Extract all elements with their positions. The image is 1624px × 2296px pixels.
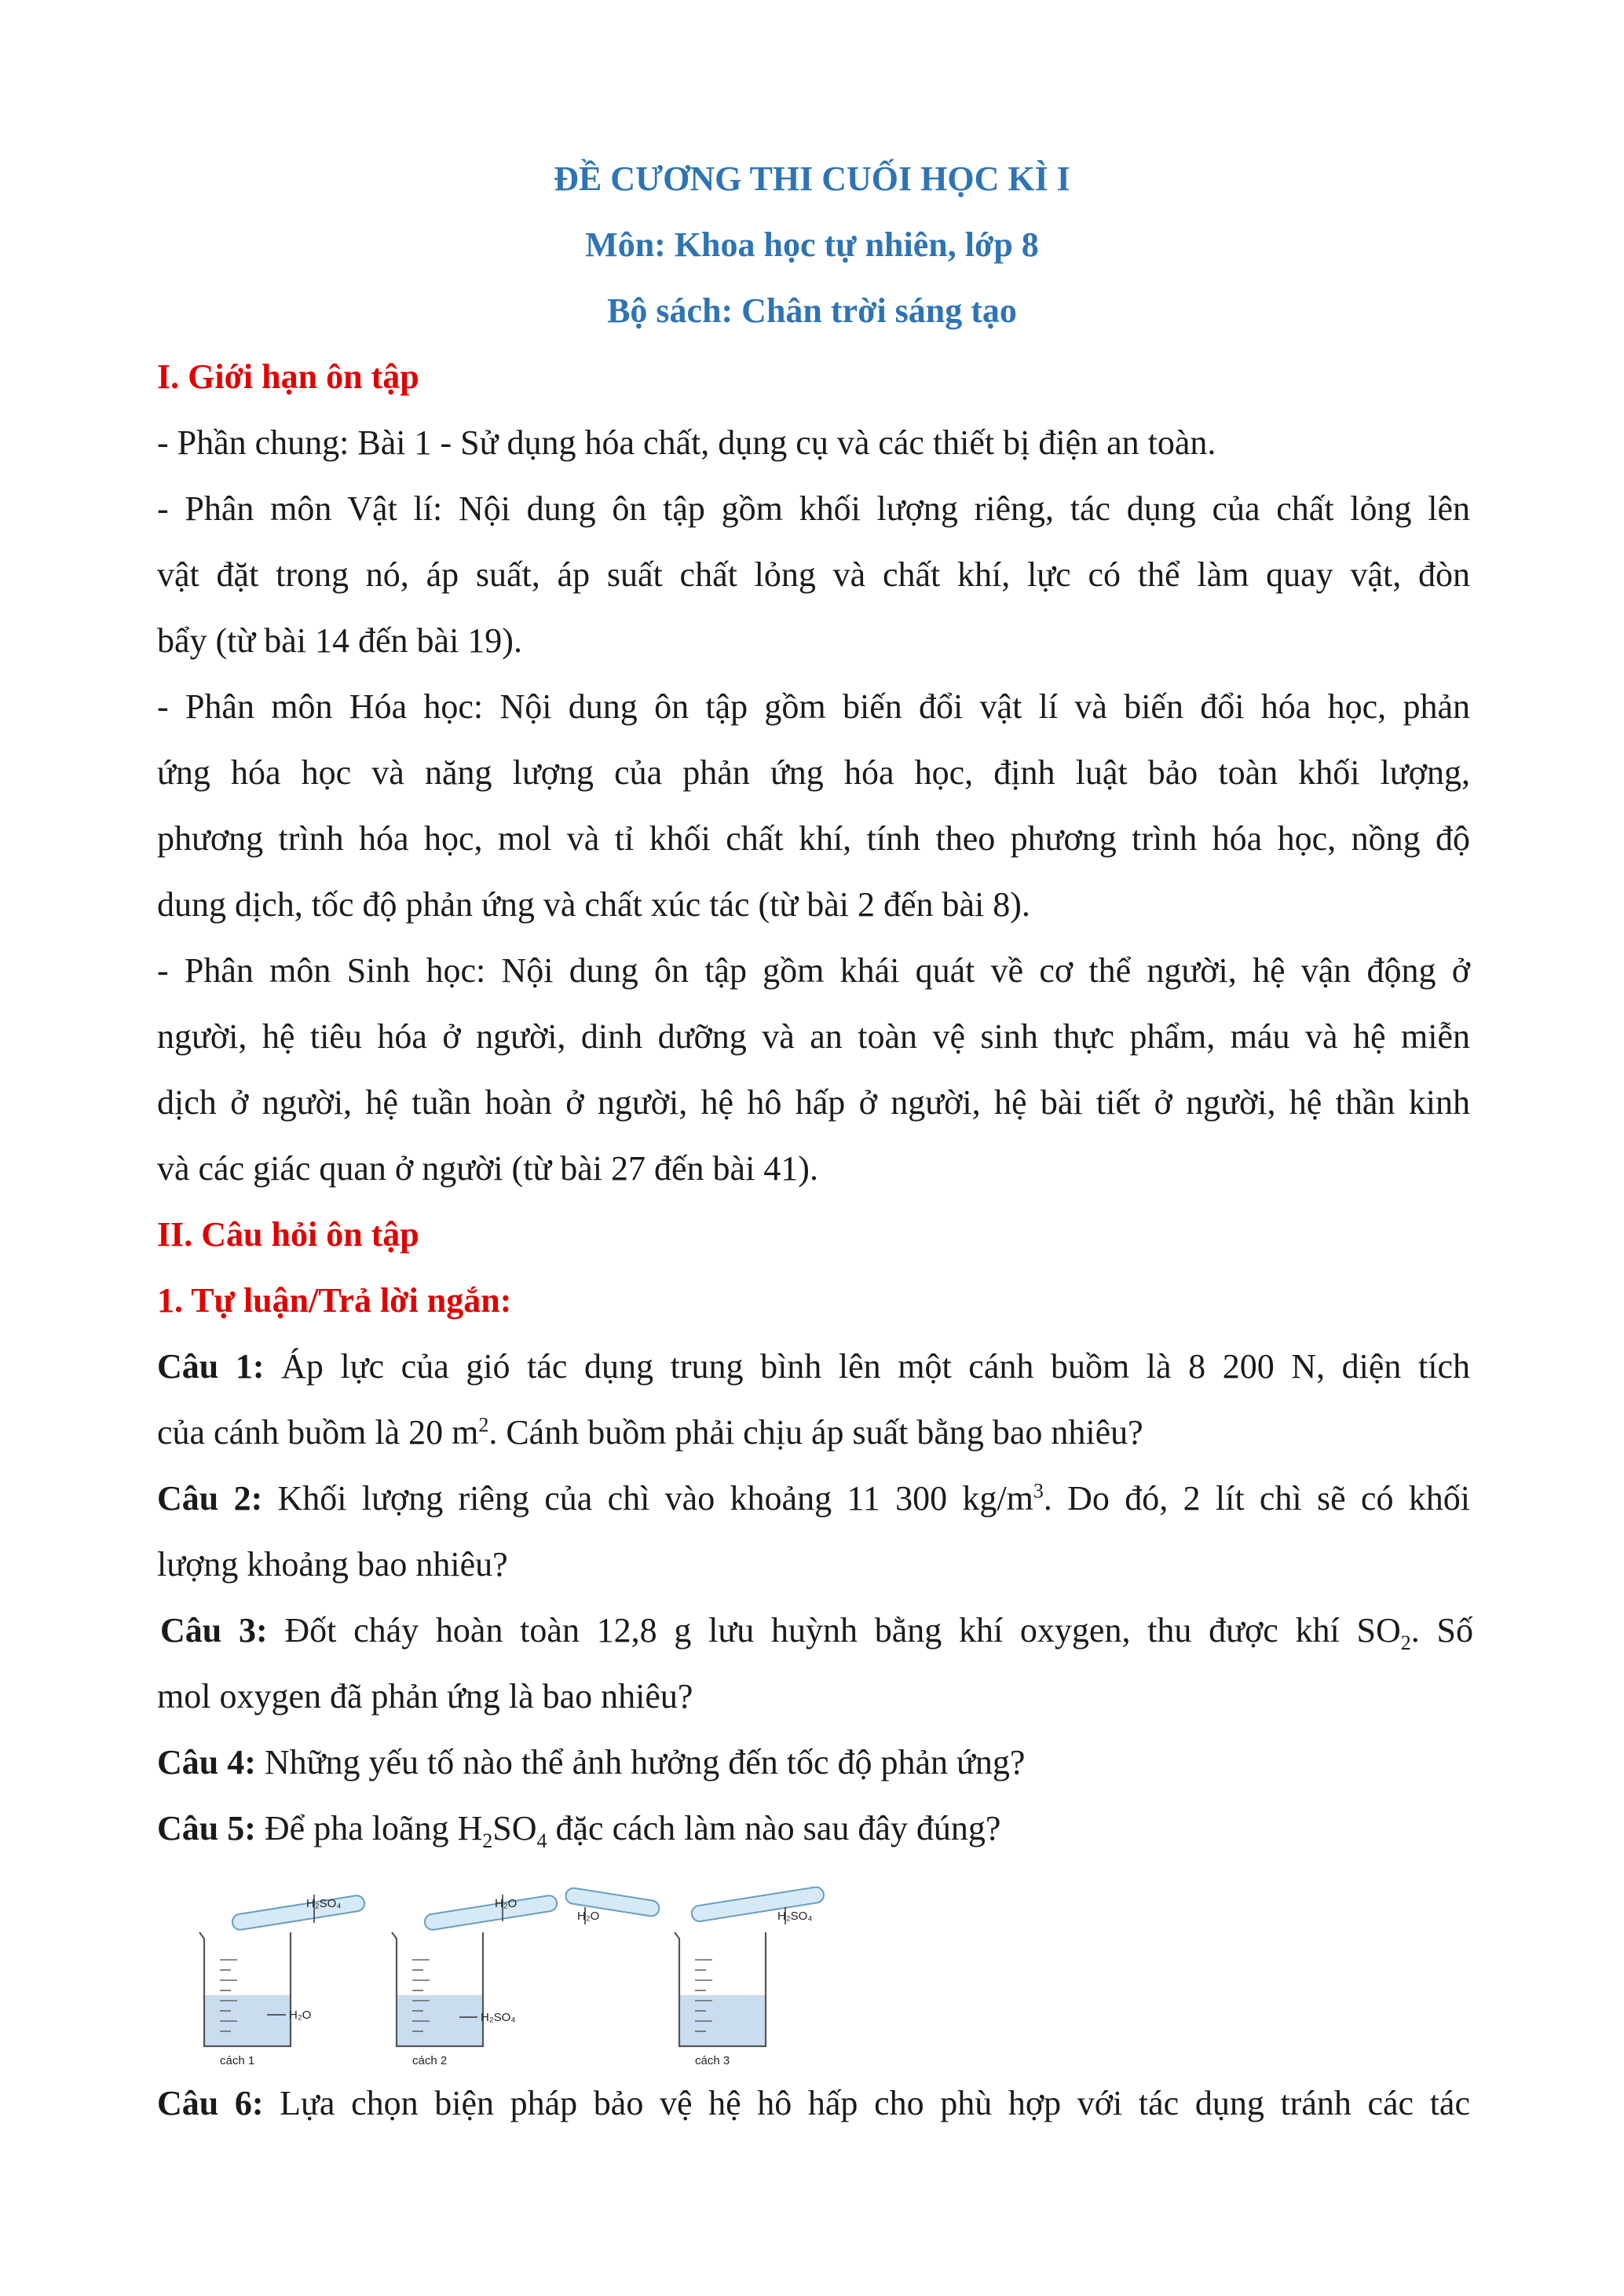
scope-line-5: - Phân môn Hóa học: Nội dung ôn tập gồm biến đổi vật lí và biến đổi hóa học, phản	[157, 687, 1470, 726]
method-1-tube-label: H₂SO₄	[306, 1897, 342, 1910]
method-3-left-tube-label: H₂O	[577, 1910, 600, 1923]
method-1-liquid	[204, 1995, 291, 2046]
question-2-text-1b: . Do đó, 2 lít chì sẽ có khối	[1043, 1479, 1470, 1518]
question-3-line-1	[160, 1609, 1473, 1653]
section-2-subheading: 1. Tự luận/Trả lời ngắn:	[157, 1281, 512, 1320]
question-2-label: Câu 2:	[157, 1479, 263, 1518]
question-1-text-2b: . Cánh buồm phải chịu áp suất bằng bao nhiêu?	[488, 1413, 1143, 1452]
scope-line-1: - Phần chung: Bài 1 - Sử dụng hóa chất, dụng cụ và các thiết bị điện an toàn.	[157, 423, 1216, 462]
scope-line-7: phương trình hóa học, mol và tỉ khối chất khí, tính theo phương trình hóa học, nồng độ	[157, 819, 1470, 858]
scope-line-12: và các giác quan ở người (từ bài 27 đến bài 41).	[157, 1149, 818, 1188]
dilution-illustration	[188, 1869, 880, 2066]
question-1-sup: 2	[478, 1413, 489, 1437]
scope-line-4: bẩy (từ bài 14 đến bài 19).	[157, 621, 522, 660]
subject-line: Môn: Khoa học tự nhiên, lớp 8	[585, 225, 1039, 264]
question-4-line	[157, 1741, 1470, 1785]
scope-line-3: vật đặt trong nó, áp suất, áp suất chất lỏng và chất khí, lực có thể làm quay vật, đòn	[157, 555, 1470, 594]
method-1-caption: cách 1	[220, 2054, 255, 2066]
question-3-sub: 2	[1400, 1631, 1411, 1654]
question-3-text-1b: . Số	[1410, 1611, 1473, 1650]
question-2-sup: 3	[1033, 1479, 1044, 1503]
question-1-text-2a: của cánh buồm là 20 m	[157, 1413, 479, 1452]
scope-line-11: dịch ở người, hệ tuần hoàn ở người, hệ hô hấp ở người, hệ bài tiết ở người, hệ thần kinh	[157, 1083, 1470, 1122]
question-5-text-a: Để pha loãng H	[255, 1809, 483, 1847]
question-3-label: Câu 3:	[160, 1611, 268, 1650]
question-1-line-1	[157, 1345, 1470, 1389]
scope-line-2: - Phân môn Vật lí: Nội dung ôn tập gồm khối lượng riêng, tác dụng của chất lỏng lên	[157, 489, 1470, 528]
question-5-line	[157, 1807, 1470, 1851]
question-5-text-c: đặc cách làm nào sau đây đúng?	[547, 1809, 1001, 1847]
question-2-line-2: lượng khoảng bao nhiêu?	[157, 1545, 508, 1584]
scope-line-6: ứng hóa học và năng lượng của phản ứng hóa học, định luật bảo toàn khối lượng,	[157, 753, 1470, 792]
scope-line-10: người, hệ tiêu hóa ở người, dinh dưỡng và an toàn vệ sinh thực phẩm, máu và hệ miễn	[157, 1017, 1470, 1056]
question-3-line-2: mol oxygen đã phản ứng là bao nhiêu?	[157, 1677, 693, 1716]
question-5-text-b: SO	[492, 1809, 537, 1847]
question-2-line-1	[157, 1477, 1470, 1521]
question-1-text-1: Áp lực của gió tác dụng trung bình lên một cánh buồm là 8 200 N, diện tích	[264, 1347, 1470, 1386]
scope-line-9: - Phân môn Sinh học: Nội dung ôn tập gồm khái quát về cơ thể người, hệ vận động ở	[157, 951, 1470, 990]
question-1-line-2	[157, 1411, 1470, 1455]
method-2-tube-label: H₂O	[495, 1897, 518, 1910]
question-6-line	[157, 2082, 1470, 2126]
method-2-caption: cách 2	[412, 2054, 448, 2066]
method-1-group	[199, 1895, 366, 2066]
question-6-text: Lựa chọn biện pháp bảo vệ hệ hô hấp cho phù hợp với tác dụng tránh các tác	[263, 2084, 1470, 2122]
method-3-liquid	[679, 1995, 766, 2046]
book-line: Bộ sách: Chân trời sáng tạo	[607, 291, 1017, 330]
question-1-label: Câu 1:	[157, 1347, 265, 1386]
question-3-text-1a: Đốt cháy hoàn toàn 12,8 g lưu huỳnh bằng khí oxygen, thu được khí SO	[267, 1611, 1401, 1650]
method-1-beaker-label: H₂O	[289, 2009, 312, 2022]
dilution-methods-figure	[188, 1869, 880, 2066]
question-4-text: Những yếu tố nào thể ảnh hưởng đến tốc độ phản ứng?	[255, 1743, 1026, 1782]
method-2-beaker-label: H₂SO₄	[481, 2011, 516, 2024]
method-3-right-tube-label: H₂SO₄	[777, 1910, 813, 1923]
question-4-label: Câu 4:	[157, 1743, 256, 1782]
method-3-caption: cách 3	[695, 2054, 730, 2066]
section-2-heading: II. Câu hỏi ôn tập	[157, 1215, 419, 1254]
question-5-sub-1: 2	[482, 1829, 493, 1852]
document-title: ĐỀ CƯƠNG THI CUỐI HỌC KÌ I	[554, 159, 1070, 198]
question-2-text-1a: Khối lượng riêng của chì vào khoảng 11 300 kg/m	[262, 1479, 1033, 1518]
method-2-liquid	[397, 1995, 483, 2046]
question-5-label: Câu 5:	[157, 1809, 256, 1847]
section-1-heading: I. Giới hạn ôn tập	[157, 357, 419, 396]
scope-line-8: dung dịch, tốc độ phản ứng và chất xúc tác (từ bài 2 đến bài 8).	[157, 885, 1030, 924]
method-2-group	[392, 1895, 558, 2066]
question-5-sub-2: 4	[536, 1829, 547, 1852]
question-6-label: Câu 6:	[157, 2084, 264, 2122]
method-3-group	[565, 1886, 825, 2066]
